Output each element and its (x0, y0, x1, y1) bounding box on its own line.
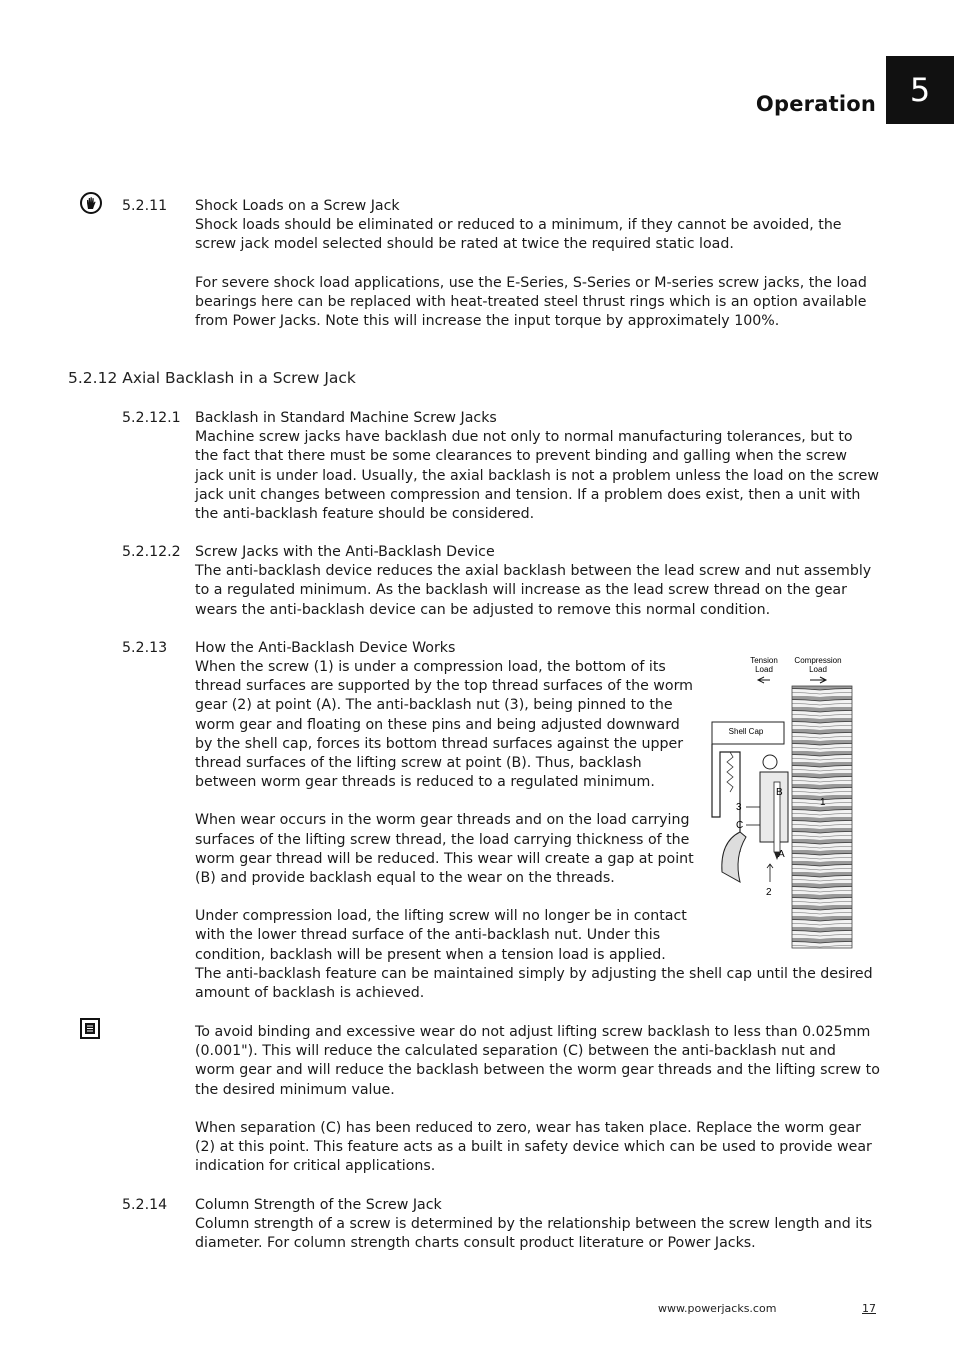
paragraph: When the screw (1) is under a compression load, the bottom of its thread surfaces are supported by the top thread surfaces of the worm gear (2) at point (A). The anti-backlash nut (3), being pinned to the worm gear and floating on these pins and being adjusted downward by the shell cap, forces its bottom thread surfaces against the upper thread surfaces of the lifting screw at point (B). Thus, backlash between worm gear threads is reduced to a regulated minimum. (195, 659, 693, 791)
paragraph: Machine screw jacks have backlash due not only to normal manufacturing tolerances, but to the fact that there must be some clearances to prevent binding and galling when the screw jack unit is under load. Usually, the axial backlash is not a problem unless the load on the screw jack unit changes between compression and tension. If a problem does exist, then a unit with the anti-backlash feature should be considered. (195, 429, 879, 523)
paragraph: Column strength of a screw is determined by the relationship between the screw length and its diameter. For column strength charts consult product literature or Power Jacks. (195, 1216, 873, 1252)
worm-gear (722, 832, 746, 882)
label-2: 2 (766, 887, 772, 898)
lifting-screw (792, 686, 852, 948)
section-title: Backlash in Standard Machine Screw Jacks (195, 410, 497, 426)
section-5-2-14 (195, 1196, 880, 1254)
section-number: 5.2.12.2 (122, 544, 181, 560)
hand-stop-icon (80, 192, 102, 214)
label-1: 1 (820, 797, 826, 808)
anti-backlash-diagram (700, 652, 868, 952)
section-title: Column Strength of the Screw Jack (195, 1197, 442, 1213)
section-title: Screw Jacks with the Anti-Backlash Device (195, 544, 495, 560)
paragraph: Under compression load, the lifting screw will no longer be in contact with the lower thread surface of the anti-backlash nut. Under this condition, backlash will be present when a tension load is applied. (195, 908, 687, 963)
shell-cap-label: Shell Cap (728, 727, 764, 736)
label-c: C (736, 820, 744, 831)
footer-website-link[interactable]: www.powerjacks.com (658, 1302, 777, 1315)
section-heading: 5.2.12 Axial Backlash in a Screw Jack (68, 369, 356, 387)
label-3: 3 (736, 802, 742, 813)
section-5-2-13-note (195, 1023, 880, 1176)
spring (727, 752, 733, 792)
label-a: A (778, 849, 785, 860)
section-number: 5.2.12.1 (122, 410, 181, 426)
compression-load-label: Compression Load (794, 656, 842, 674)
paragraph: When wear occurs in the worm gear threads and on the load carrying surfaces of the lifting screw thread, the load carrying thickness of the worm gear thread will be reduced. This wear will create a gap at point (B) and provide backlash equal to the wear on the threads. (195, 812, 694, 887)
section-5-2-13-full (195, 965, 880, 1003)
section-5-2-11 (195, 197, 880, 331)
paragraph: The anti-backlash feature can be maintained simply by adjusting the shell cap until the desired amount of backlash is achieved. (195, 966, 873, 1002)
page-number: 17 (862, 1302, 876, 1315)
paragraph: To avoid binding and excessive wear do not adjust lifting screw backlash to less than 0.025mm (0.001"). This will reduce the calculated separation (C) between the anti-backlash nut and worm gear and will reduce the backlash between the worm gear threads and the lifting screw to the desired minimum value. (195, 1024, 880, 1098)
page-section-title: Operation (755, 92, 876, 116)
section-number: 5.2.11 (122, 198, 168, 214)
chapter-tab: 5 (886, 56, 954, 124)
section-number: 5.2.13 (122, 640, 168, 656)
tension-load-label: Tension Load (750, 656, 778, 674)
tension-arrow (758, 677, 770, 683)
paragraph: Shock loads should be eliminated or reduced to a minimum, if they cannot be avoided, the screw jack model selected should be rated at twice the required static load. (195, 217, 842, 253)
section-5-2-12-1 (195, 409, 880, 524)
paragraph: For severe shock load applications, use the E-Series, S-Series or M-series screw jacks, the load bearings here can be replaced with heat-treated steel thrust rings which is an option available from Power Jacks. Note this will increase the input torque by approximately 100%. (195, 274, 867, 330)
note-icon (80, 1018, 100, 1039)
section-title: Shock Loads on a Screw Jack (195, 198, 400, 214)
label-b: B (776, 787, 783, 798)
section-5-2-13-wrapped (195, 658, 695, 965)
ball (763, 755, 777, 769)
section-number: 5.2.14 (122, 1197, 168, 1213)
paragraph: The anti-backlash device reduces the axial backlash between the lead screw and nut assembly to a regulated minimum. As the backlash will increase as the lead screw thread on the gear wears the anti-backlash device can be adjusted to remove this normal condition. (195, 563, 872, 618)
section-5-2-12-2 (195, 543, 880, 620)
compression-arrow (810, 677, 826, 683)
section-title: How the Anti-Backlash Device Works (195, 640, 456, 656)
paragraph: When separation (C) has been reduced to zero, wear has taken place. Replace the worm gear (2) at this point. This feature acts as a built in safety device which can be used to provide wear indication for critical applications. (195, 1119, 872, 1175)
